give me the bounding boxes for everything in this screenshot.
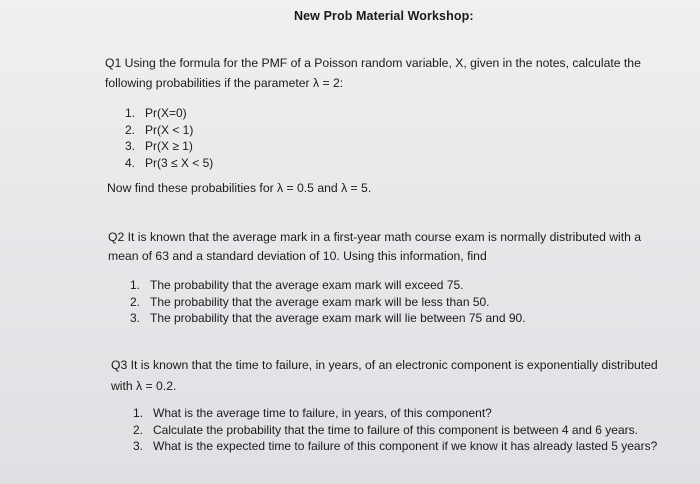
list-item: 1. What is the average time to failure, in years, of this component? [133, 406, 492, 420]
q2-line-1: Q2 It is known that the average mark in a first-year math course exam is normally distributed with a [108, 230, 642, 244]
list-item: 1. Pr(X=0) [125, 106, 187, 120]
q1-list [125, 105, 213, 171]
q1-line-2: following probabilities if the parameter λ = 2: [105, 76, 344, 90]
list-item: 2. Pr(X < 1) [125, 122, 194, 137]
q1-line-1: Q1 Using the formula for the PMF of a Poisson random variable, X, given in the notes, calculate the [105, 56, 641, 70]
q3-line-1: Q3 It is known that the time to failure, in years, of an electronic component is exponentially distributed [111, 358, 658, 372]
q2-list [130, 277, 526, 327]
list-item: 3. The probability that the average exam mark will lie between 75 and 90. [130, 311, 526, 325]
q1-followup: Now find these probabilities for λ = 0.5 and λ = 5. [107, 181, 372, 195]
q2-line-2: mean of 63 and a standard deviation of 10. Using this information, find [108, 249, 487, 263]
q3-line-2: with λ = 0.2. [111, 379, 177, 393]
page-title: New Prob Material Workshop: [294, 9, 474, 23]
list-item: 3. What is the expected time to failure of this component if we know it has already lasted 5 years? [133, 439, 658, 453]
list-item: 3. Pr(X ≥ 1) [125, 139, 193, 153]
list-item: 4. Pr(3 ≤ X < 5) [125, 155, 214, 170]
list-item: 1. The probability that the average exam mark will exceed 75. [130, 278, 464, 292]
q3-list [133, 405, 657, 455]
list-item: 2. Calculate the probability that the time to failure of this component is between 4 and 6 years. [133, 422, 638, 437]
list-item: 2. The probability that the average exam mark will be less than 50. [130, 294, 490, 309]
